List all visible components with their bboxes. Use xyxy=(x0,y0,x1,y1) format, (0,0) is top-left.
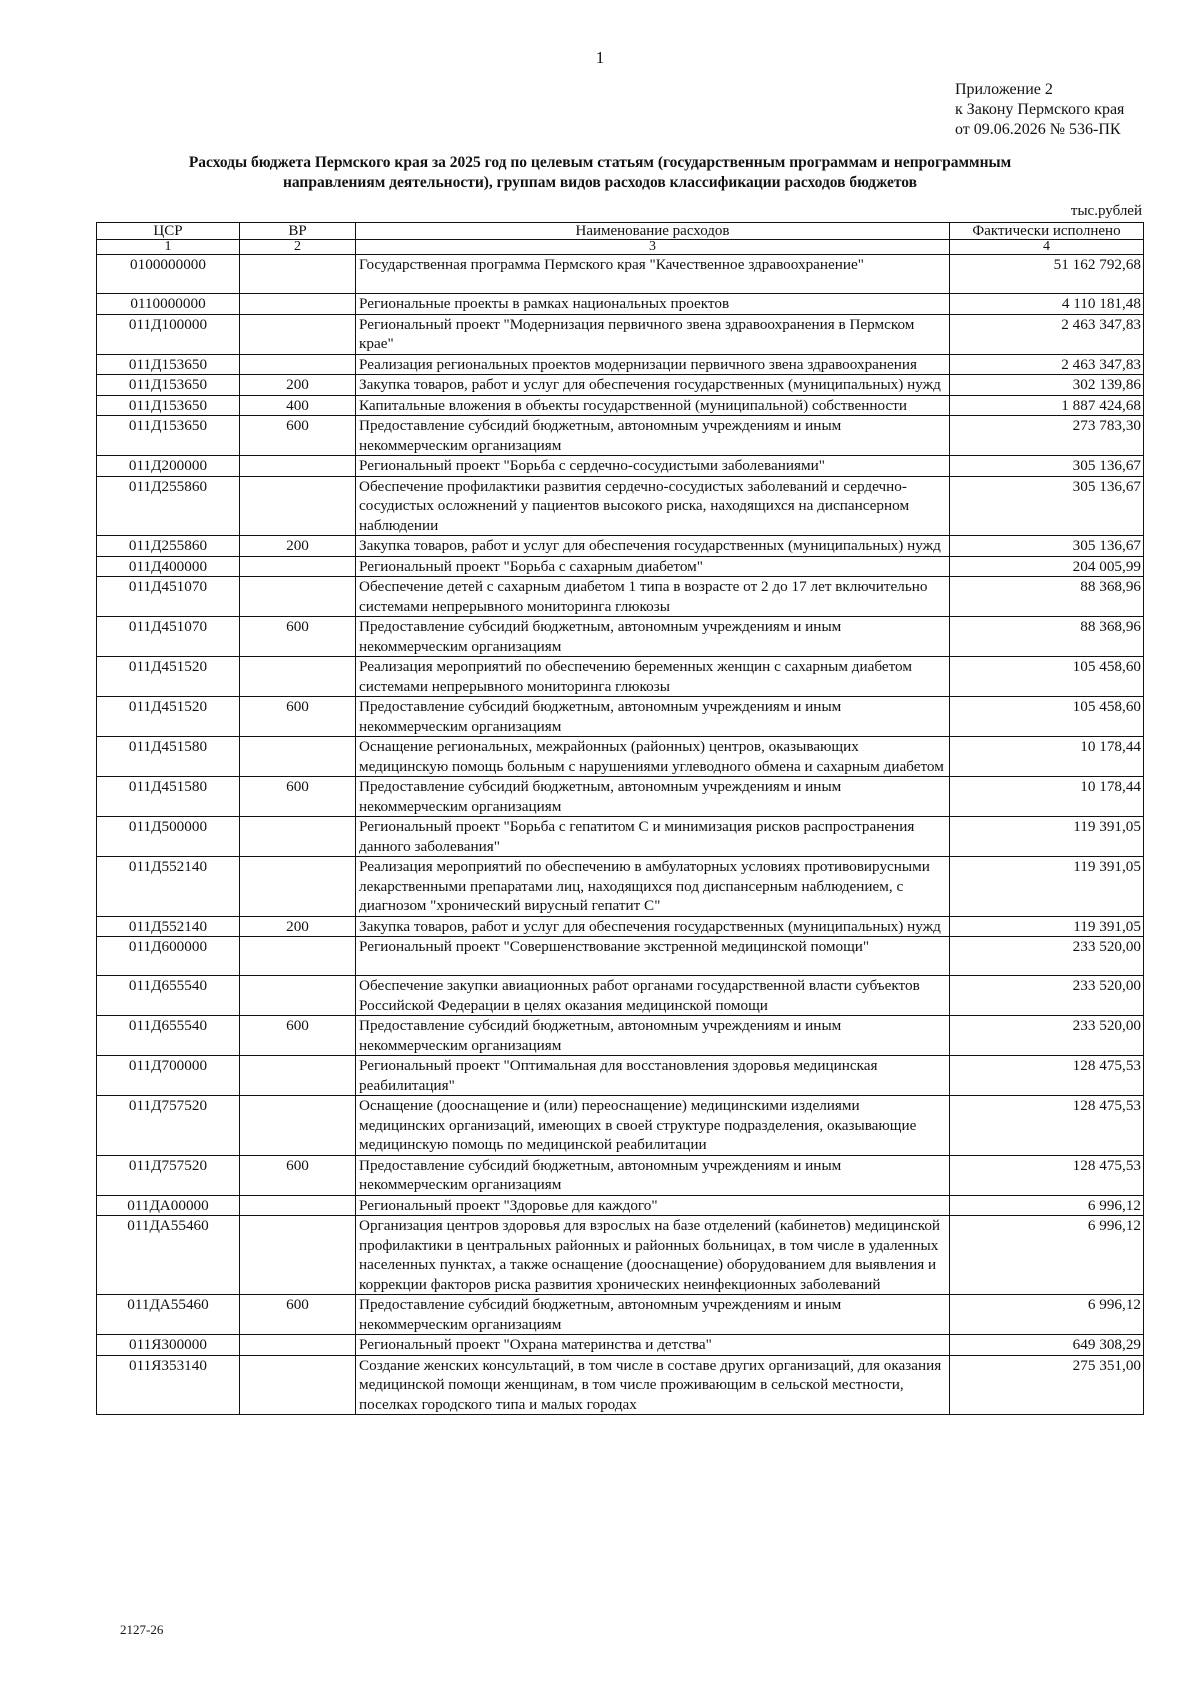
csr-cell: 011Д400000 xyxy=(97,556,240,577)
vr-cell xyxy=(240,737,356,777)
document-title xyxy=(120,153,1080,193)
vr-cell: 600 xyxy=(240,777,356,817)
table-row xyxy=(97,1056,1144,1096)
expense-name-cell: Реализация региональных проектов модернизации первичного звена здравоохранения xyxy=(356,354,950,375)
vr-cell xyxy=(240,577,356,617)
vr-cell xyxy=(240,456,356,477)
amount-cell: 119 391,05 xyxy=(950,817,1144,857)
table-row xyxy=(97,817,1144,857)
expense-name-cell: Региональный проект "Здоровье для каждого" xyxy=(356,1195,950,1216)
amount-cell: 2 463 347,83 xyxy=(950,354,1144,375)
header-vr: ВР xyxy=(240,223,356,240)
table-row xyxy=(97,657,1144,697)
table-row xyxy=(97,1195,1144,1216)
table-row xyxy=(97,375,1144,396)
table-row xyxy=(97,1155,1144,1195)
expense-name-cell: Предоставление субсидий бюджетным, автономным учреждениям и иным некоммерческим организациям xyxy=(356,1155,950,1195)
amount-cell: 649 308,29 xyxy=(950,1335,1144,1356)
amount-cell: 233 520,00 xyxy=(950,976,1144,1016)
table-row xyxy=(97,777,1144,817)
table-row xyxy=(97,916,1144,937)
vr-cell xyxy=(240,294,356,315)
csr-cell: 0110000000 xyxy=(97,294,240,315)
vr-cell xyxy=(240,817,356,857)
amount-cell: 204 005,99 xyxy=(950,556,1144,577)
table-header-row xyxy=(97,223,1144,240)
amount-cell: 275 351,00 xyxy=(950,1355,1144,1415)
expense-name-cell: Обеспечение закупки авиационных работ органами государственной власти субъектов Российской Федерации в целях оказания медицинской помощи xyxy=(356,976,950,1016)
table-row xyxy=(97,314,1144,354)
vr-cell xyxy=(240,857,356,917)
vr-cell xyxy=(240,1355,356,1415)
amount-cell: 128 475,53 xyxy=(950,1056,1144,1096)
amount-cell: 273 783,30 xyxy=(950,416,1144,456)
table-row xyxy=(97,476,1144,536)
vr-cell xyxy=(240,1195,356,1216)
expense-name-cell: Предоставление субсидий бюджетным, автономным учреждениям и иным некоммерческим организациям xyxy=(356,1295,950,1335)
expense-name-cell: Капитальные вложения в объекты государственной (муниципальной) собственности xyxy=(356,395,950,416)
csr-cell: 011Я300000 xyxy=(97,1335,240,1356)
page-number: 1 xyxy=(595,48,605,67)
expense-name-cell: Оснащение (дооснащение и (или) переоснащение) медицинскими изделиями медицинских организаций, имеющих в своей структуре подразделения, оказывающие медицинскую помощь по медицинской реабилитации xyxy=(356,1096,950,1156)
csr-cell: 011Д757520 xyxy=(97,1155,240,1195)
table-row xyxy=(97,1016,1144,1056)
table-row xyxy=(97,577,1144,617)
column-number: 3 xyxy=(356,240,950,255)
vr-cell xyxy=(240,1056,356,1096)
table-row xyxy=(97,416,1144,456)
expense-name-cell: Предоставление субсидий бюджетным, автономным учреждениям и иным некоммерческим организациям xyxy=(356,777,950,817)
expense-name-cell: Предоставление субсидий бюджетным, автономным учреждениям и иным некоммерческим организациям xyxy=(356,697,950,737)
vr-cell xyxy=(240,255,356,294)
expense-name-cell: Региональный проект "Борьба с гепатитом С и минимизация рисков распространения данного заболевания" xyxy=(356,817,950,857)
amount-cell: 305 136,67 xyxy=(950,476,1144,536)
appendix-line: от 09.06.2026 № 536-ПК xyxy=(955,121,1121,138)
csr-cell: 011Д451070 xyxy=(97,577,240,617)
expenditure-table xyxy=(96,222,1144,1415)
expense-name-cell: Государственная программа Пермского края "Качественное здравоохранение" xyxy=(356,255,950,294)
amount-cell: 302 139,86 xyxy=(950,375,1144,396)
vr-cell: 600 xyxy=(240,1016,356,1056)
csr-cell: 011Д255860 xyxy=(97,536,240,557)
table-row xyxy=(97,1295,1144,1335)
amount-cell: 6 996,12 xyxy=(950,1216,1144,1295)
document-title-line: Расходы бюджета Пермского края за 2025 год по целевым статьям (государственным программам и непрограммным xyxy=(188,154,1012,171)
column-number: 2 xyxy=(240,240,356,255)
table-row xyxy=(97,1335,1144,1356)
amount-cell: 119 391,05 xyxy=(950,916,1144,937)
amount-cell: 1 887 424,68 xyxy=(950,395,1144,416)
table-row xyxy=(97,395,1144,416)
amount-cell: 128 475,53 xyxy=(950,1096,1144,1156)
column-number: 4 xyxy=(950,240,1144,255)
table-row xyxy=(97,697,1144,737)
vr-cell xyxy=(240,1335,356,1356)
document-title-line: направлениям деятельности), группам видов расходов классификации расходов бюджетов xyxy=(282,174,918,191)
vr-cell: 600 xyxy=(240,617,356,657)
expense-name-cell: Региональный проект "Модернизация первичного звена здравоохранения в Пермском крае" xyxy=(356,314,950,354)
csr-cell: 011Д153650 xyxy=(97,395,240,416)
csr-cell: 011Я353140 xyxy=(97,1355,240,1415)
expenditure-table-wrapper xyxy=(96,222,1143,1415)
vr-cell: 600 xyxy=(240,1295,356,1335)
expense-name-cell: Создание женских консультаций, в том числе в составе других организаций, для оказания медицинской помощи женщинам, в том числе проживающим в сельской местности, поселках городского типа и малых городах xyxy=(356,1355,950,1415)
csr-cell: 011Д757520 xyxy=(97,1096,240,1156)
table-row xyxy=(97,255,1144,294)
header-csr: ЦСР xyxy=(97,223,240,240)
csr-cell: 011Д255860 xyxy=(97,476,240,536)
csr-cell: 011Д700000 xyxy=(97,1056,240,1096)
amount-cell: 88 368,96 xyxy=(950,577,1144,617)
table-row xyxy=(97,617,1144,657)
vr-cell: 600 xyxy=(240,416,356,456)
csr-cell: 011Д451580 xyxy=(97,777,240,817)
vr-cell xyxy=(240,1096,356,1156)
csr-cell: 011Д200000 xyxy=(97,456,240,477)
expense-name-cell: Реализация мероприятий по обеспечению беременных женщин с сахарным диабетом системами непрерывного мониторинга глюкозы xyxy=(356,657,950,697)
header-name: Наименование расходов xyxy=(356,223,950,240)
vr-cell: 200 xyxy=(240,375,356,396)
csr-cell: 0100000000 xyxy=(97,255,240,294)
table-row xyxy=(97,1355,1144,1415)
appendix-reference xyxy=(955,80,1124,140)
amount-cell: 105 458,60 xyxy=(950,657,1144,697)
amount-cell: 233 520,00 xyxy=(950,1016,1144,1056)
csr-cell: 011Д552140 xyxy=(97,916,240,937)
expense-name-cell: Реализация мероприятий по обеспечению в амбулаторных условиях противовирусными лекарственными препаратами лиц, находящихся под диспансерным наблюдением, с диагнозом "хронический вирусный гепатит С" xyxy=(356,857,950,917)
table-row xyxy=(97,857,1144,917)
csr-cell: 011Д153650 xyxy=(97,375,240,396)
amount-cell: 119 391,05 xyxy=(950,857,1144,917)
table-row xyxy=(97,536,1144,557)
amount-cell: 233 520,00 xyxy=(950,937,1144,976)
csr-cell: 011Д153650 xyxy=(97,416,240,456)
table-row xyxy=(97,1216,1144,1295)
expense-name-cell: Региональный проект "Борьба с сахарным диабетом" xyxy=(356,556,950,577)
csr-cell: 011ДА00000 xyxy=(97,1195,240,1216)
appendix-line: Приложение 2 xyxy=(955,81,1053,98)
csr-cell: 011Д552140 xyxy=(97,857,240,917)
amount-cell: 88 368,96 xyxy=(950,617,1144,657)
vr-cell xyxy=(240,476,356,536)
expense-name-cell: Предоставление субсидий бюджетным, автономным учреждениям и иным некоммерческим организациям xyxy=(356,617,950,657)
vr-cell: 600 xyxy=(240,1155,356,1195)
table-row xyxy=(97,976,1144,1016)
amount-cell: 10 178,44 xyxy=(950,777,1144,817)
csr-cell: 011Д500000 xyxy=(97,817,240,857)
csr-cell: 011Д451520 xyxy=(97,697,240,737)
appendix-line: к Закону Пермского края xyxy=(955,101,1125,118)
expense-name-cell: Региональный проект "Охрана материнства и детства" xyxy=(356,1335,950,1356)
table-row xyxy=(97,294,1144,315)
table-row xyxy=(97,456,1144,477)
header-amount: Фактически исполнено xyxy=(950,223,1144,240)
amount-cell: 6 996,12 xyxy=(950,1195,1144,1216)
amount-cell: 51 162 792,68 xyxy=(950,255,1144,294)
vr-cell xyxy=(240,937,356,976)
expense-name-cell: Закупка товаров, работ и услуг для обеспечения государственных (муниципальных) нужд xyxy=(356,916,950,937)
expense-name-cell: Региональный проект "Совершенствование экстренной медицинской помощи" xyxy=(356,937,950,976)
amount-cell: 4 110 181,48 xyxy=(950,294,1144,315)
table-row xyxy=(97,556,1144,577)
amount-cell: 6 996,12 xyxy=(950,1295,1144,1335)
expense-name-cell: Предоставление субсидий бюджетным, автономным учреждениям и иным некоммерческим организациям xyxy=(356,416,950,456)
expense-name-cell: Предоставление субсидий бюджетным, автономным учреждениям и иным некоммерческим организациям xyxy=(356,1016,950,1056)
table-numbering-row xyxy=(97,240,1144,255)
expense-name-cell: Региональные проекты в рамках национальных проектов xyxy=(356,294,950,315)
csr-cell: 011Д655540 xyxy=(97,976,240,1016)
unit-label: тыс.рублей xyxy=(1070,203,1142,219)
amount-cell: 2 463 347,83 xyxy=(950,314,1144,354)
vr-cell xyxy=(240,976,356,1016)
vr-cell: 600 xyxy=(240,697,356,737)
csr-cell: 011Д600000 xyxy=(97,937,240,976)
csr-cell: 011Д451070 xyxy=(97,617,240,657)
table-body xyxy=(97,255,1144,1415)
vr-cell: 400 xyxy=(240,395,356,416)
vr-cell xyxy=(240,354,356,375)
vr-cell: 200 xyxy=(240,916,356,937)
amount-cell: 305 136,67 xyxy=(950,536,1144,557)
vr-cell xyxy=(240,314,356,354)
csr-cell: 011ДА55460 xyxy=(97,1216,240,1295)
footer-code: 2127-26 xyxy=(120,1622,164,1637)
table-row xyxy=(97,1096,1144,1156)
csr-cell: 011Д100000 xyxy=(97,314,240,354)
csr-cell: 011Д153650 xyxy=(97,354,240,375)
amount-cell: 128 475,53 xyxy=(950,1155,1144,1195)
expense-name-cell: Обеспечение детей с сахарным диабетом 1 типа в возрасте от 2 до 17 лет включительно системами непрерывного мониторинга глюкозы xyxy=(356,577,950,617)
amount-cell: 10 178,44 xyxy=(950,737,1144,777)
column-number: 1 xyxy=(97,240,240,255)
csr-cell: 011Д451580 xyxy=(97,737,240,777)
expense-name-cell: Оснащение региональных, межрайонных (районных) центров, оказывающих медицинскую помощь больным с нарушениями углеводного обмена и сахарным диабетом xyxy=(356,737,950,777)
amount-cell: 105 458,60 xyxy=(950,697,1144,737)
expense-name-cell: Региональный проект "Борьба с сердечно-сосудистыми заболеваниями" xyxy=(356,456,950,477)
expense-name-cell: Региональный проект "Оптимальная для восстановления здоровья медицинская реабилитация" xyxy=(356,1056,950,1096)
vr-cell xyxy=(240,556,356,577)
expense-name-cell: Обеспечение профилактики развития сердечно-сосудистых заболеваний и сердечно-сосудистых осложнений у пациентов высокого риска, находящихся на диспансерном наблюдении xyxy=(356,476,950,536)
table-row xyxy=(97,354,1144,375)
vr-cell xyxy=(240,1216,356,1295)
amount-cell: 305 136,67 xyxy=(950,456,1144,477)
csr-cell: 011Д451520 xyxy=(97,657,240,697)
vr-cell: 200 xyxy=(240,536,356,557)
table-row xyxy=(97,737,1144,777)
expense-name-cell: Закупка товаров, работ и услуг для обеспечения государственных (муниципальных) нужд xyxy=(356,375,950,396)
csr-cell: 011ДА55460 xyxy=(97,1295,240,1335)
vr-cell xyxy=(240,657,356,697)
table-row xyxy=(97,937,1144,976)
expense-name-cell: Закупка товаров, работ и услуг для обеспечения государственных (муниципальных) нужд xyxy=(356,536,950,557)
expense-name-cell: Организация центров здоровья для взрослых на базе отделений (кабинетов) медицинской профилактики в центральных районных и районных больницах, в том числе в удаленных населенных пунктах, а также оснащение (дооснащение) оборудованием для выявления и коррекции факторов риска развития хронических неинфекционных заболеваний xyxy=(356,1216,950,1295)
csr-cell: 011Д655540 xyxy=(97,1016,240,1056)
